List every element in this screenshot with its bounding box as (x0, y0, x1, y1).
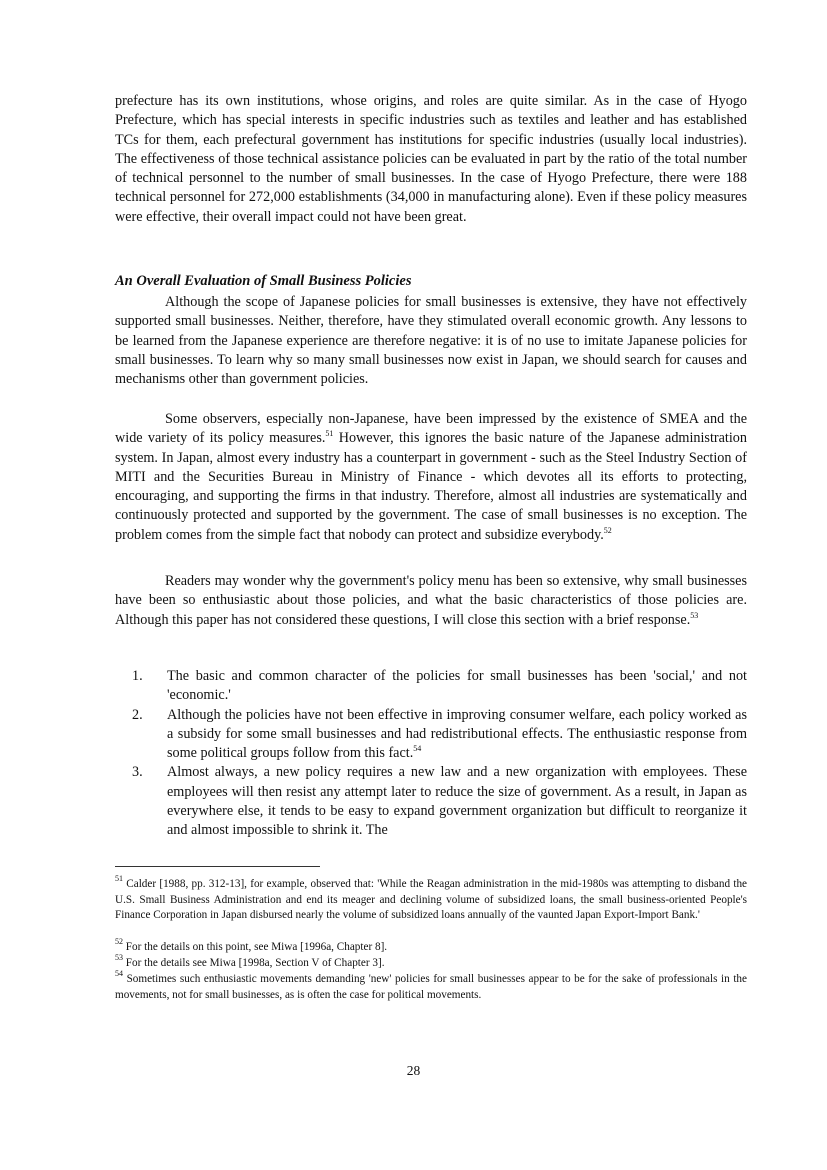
footnote-ref-52: 52 (603, 525, 612, 535)
numbered-list (132, 667, 747, 841)
footnote-text: For the details on this point, see Miwa [1996a, Chapter 8]. (123, 941, 388, 953)
list-item-text (167, 763, 747, 840)
footnote-divider (115, 866, 320, 867)
footnote-54 (115, 969, 747, 1003)
page-number: 28 (406, 1063, 421, 1078)
footnote-52 (115, 937, 747, 956)
footnote-51 (115, 874, 747, 924)
paragraph-3 (115, 410, 747, 545)
list-item-body: Although the policies have not been effective in improving consumer welfare, each policy worked as a subsidy for some small businesses and had redistributional effects. The enthusiastic response from some political groups follow from this fact. (167, 706, 747, 762)
footnote-mark: 54 (115, 969, 123, 978)
paragraph-3-text-a: Some observers, especially non-Japanese, have been impressed by the existence of SMEA and the wide variety of its policy measures. (115, 411, 747, 447)
paragraph-4-text: Readers may wonder why the government's policy menu has been so extensive, why small businesses have been so enthusiastic about those policies, and what the basic characteristics of those policies are. Although this paper has not considered these questions, I will close this section with a brief response. (115, 573, 747, 628)
list-item-text (167, 667, 747, 706)
list-item-number: 1. (132, 668, 143, 684)
footnote-ref-53: 53 (690, 610, 699, 620)
footnote-mark: 52 (115, 937, 123, 946)
list-item-body: The basic and common character of the policies for small businesses has been 'social,' and not 'economic.' (167, 668, 747, 704)
list-item-number: 3. (132, 764, 143, 781)
list-item (132, 706, 747, 764)
list-item (132, 667, 747, 706)
list-item (132, 763, 747, 840)
footnote-mark: 53 (115, 953, 123, 962)
footnote-text: Calder [1988, pp. 312-13], for example, observed that: 'While the Reagan administration in the mid-1980s was attempting to disband the U.S. Small Business Administration and end its meager and declining volume of subsidized loans, the small business-oriented People's Finance Corporation in Japan disbursed nearly the volume of subsidized loans annually of the vaunted Japan Export-Import Bank.' (115, 878, 747, 921)
footnote-ref-51: 51 (325, 429, 334, 439)
paragraph-1: prefecture has its own institutions, whose origins, and roles are quite similar. As in the case of Hyogo Prefecture, which has special interests in specific industries such as textiles and leather and has established TCs for them, each prefectural government has institutions for specific industries (usually local industries). The effectiveness of those technical assistance policies can be evaluated in part by the ratio of the total number of technical personnel to the number of small businesses. In the case of Hyogo Prefecture, there were 188 technical personnel for 272,000 establishments (34,000 in manufacturing alone). Even if these policy measures were effective, their overall impact could not have been great. (115, 93, 747, 225)
footnote-text: Sometimes such enthusiastic movements demanding 'new' policies for small businesses appear to be for the sake of professionals in the movements, not for small businesses, as is often the case for political movements. (115, 973, 747, 1001)
paragraph-3-text-b: However, this ignores the basic nature of the Japanese administration system. In Japan, almost every industry has a counterpart in government - such as the Steel Industry Section of MITI and the Securities Bureau in Ministry of Finance - which devotes all its efforts to protecting, encouraging, and supporting the firms in that industry. Therefore, almost all industries are systematically and continuously protected and supported by the government. The case of small businesses is no exception. The problem comes from the simple fact that nobody can protect and subsidize everybody. (115, 430, 747, 543)
paragraph-2: Although the scope of Japanese policies for small businesses is extensive, they have not effectively supported small businesses. Neither, therefore, have they stimulated overall economic growth. Any lessons to be learned from the Japanese experience are therefore negative: it is of no use to imitate Japanese policies for small businesses. To learn why so many small businesses now exist in Japan, we should search for causes and mechanisms other than government policies. (115, 294, 747, 388)
footnote-text: For the details see Miwa [1998a, Section V of Chapter 3]. (123, 957, 385, 969)
section-heading: An Overall Evaluation of Small Business Policies (115, 273, 412, 289)
paragraph-4 (115, 572, 747, 630)
list-item-text (167, 706, 747, 764)
footnote-ref-54: 54 (413, 744, 422, 754)
footnote-mark: 51 (115, 874, 123, 883)
footnote-53 (115, 953, 747, 972)
list-item-number: 2. (132, 706, 143, 723)
list-item-body: Almost always, a new policy requires a new law and a new organization with employees. These employees will then resist any attempt later to reduce the size of government. As a result, in Japan as everywhere else, it tends to be easy to expand government organization but difficult to reorganize it and almost impossible to shrink it. The (167, 764, 747, 839)
